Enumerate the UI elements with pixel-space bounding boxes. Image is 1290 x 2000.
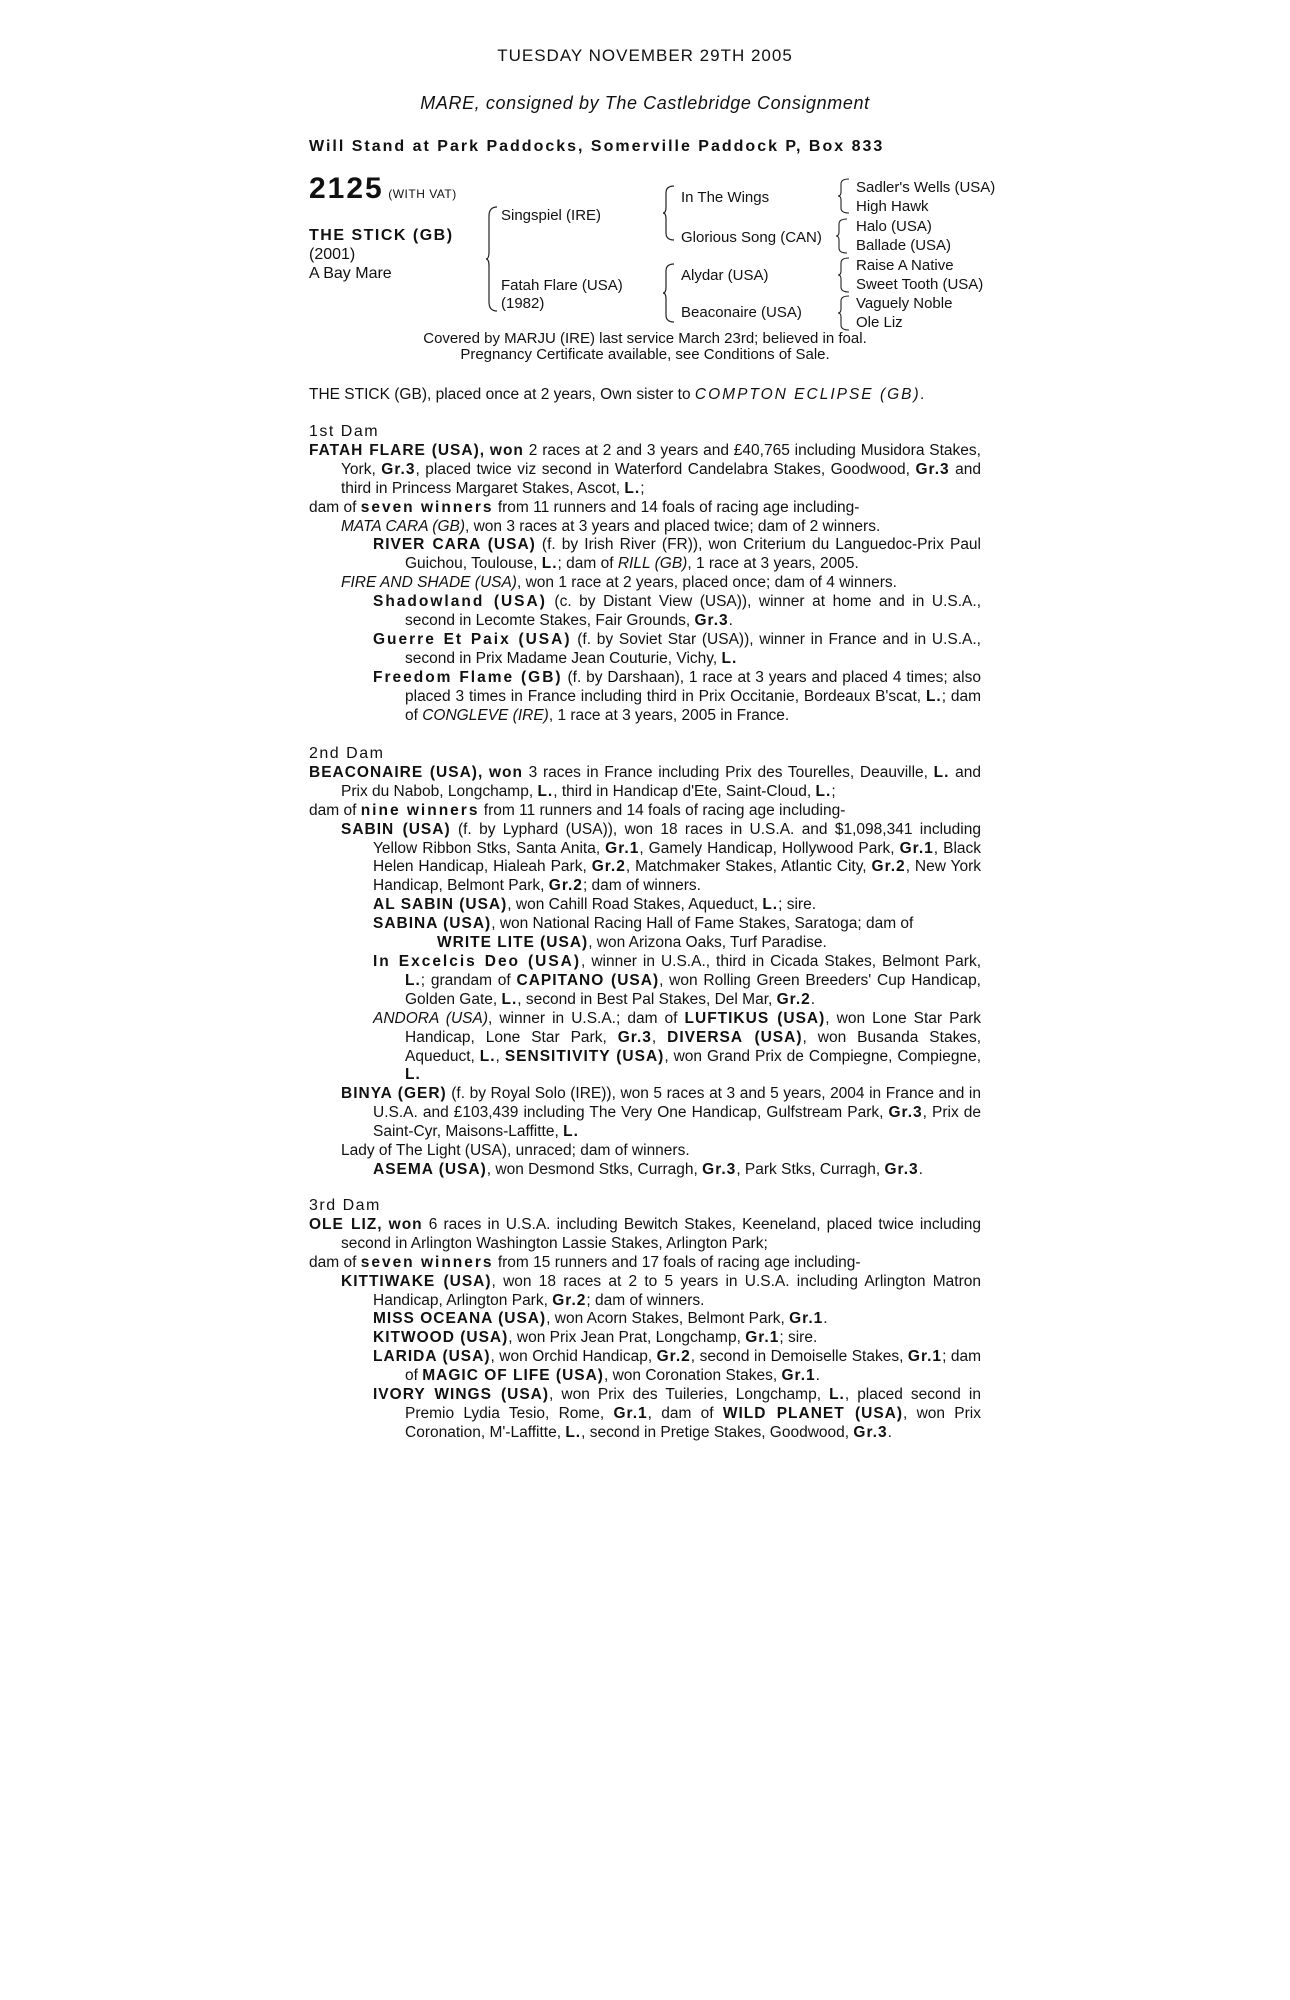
sabin-text-2: , Gamely Handicap, Hollywood Park, xyxy=(639,839,900,857)
ivory-wings-text-2: , placed second in Premio Lydia Tesio, Rome, xyxy=(405,1386,981,1422)
congleve-text: , 1 race at 3 years, 2005 in France. xyxy=(548,706,790,724)
pedigree-brace-3b xyxy=(835,218,849,254)
sabin-grade-5: Gr.2 xyxy=(548,877,583,895)
first-dam-produce-text: from 11 runners and 14 foals of racing age including- xyxy=(493,498,860,516)
second-dam-produce xyxy=(309,802,981,821)
larida-grade-2: Gr.1 xyxy=(907,1348,943,1366)
second-dam-winners: nine winners xyxy=(360,801,480,819)
first-dam-winners: seven winners xyxy=(360,498,494,516)
second-dam-dam-of: dam of xyxy=(309,801,361,819)
lady-of-the-light-text: Lady of The Light (USA), unraced; dam of winners. xyxy=(341,1142,690,1160)
shadowland-grade: Gr.3 xyxy=(694,612,729,630)
intro-sister: COMPTON ECLIPSE (GB). xyxy=(694,386,927,403)
first-dam-dam-of: dam of xyxy=(309,498,361,516)
first-dam-heading: 1st Dam xyxy=(309,423,380,440)
luftikus-text: , won Lone Star Park Handicap, Lone Star Park, xyxy=(405,1009,981,1046)
third-dam-section xyxy=(309,1197,981,1443)
kitwood-entry xyxy=(309,1329,981,1348)
miss-oceana-name: MISS OCEANA (USA) xyxy=(373,1310,547,1328)
sabin-grade-4: Gr.2 xyxy=(871,858,906,876)
second-dam-section xyxy=(309,745,981,1180)
mata-cara-text: , won 3 races at 3 years and placed twice; dam of 2 winners. xyxy=(465,517,881,535)
capitano-text-1: , won Rolling Green Breeders' Cup Handicap, Golden Gate, xyxy=(405,971,981,1008)
freedom-flame-text-2: ; dam of xyxy=(405,687,982,724)
third-dam-produce-text: from 15 runners and 17 foals of racing age including- xyxy=(493,1253,861,1271)
miss-oceana-entry xyxy=(309,1310,981,1329)
mata-cara-entry xyxy=(309,518,981,537)
binya-grade: Gr.3 xyxy=(888,1104,923,1122)
kittiwake-end: ; dam of winners. xyxy=(586,1291,705,1309)
third-dam-record xyxy=(309,1216,981,1254)
shadowland-text: (c. by Distant View (USA)), winner at home and in U.S.A., second in Lecomte Stakes, Fair Grounds, xyxy=(405,593,981,630)
sabin-text-3: , Black Helen Handicap, Hialeah Park, xyxy=(373,839,982,876)
pedigree-sss: Sadler's Wells (USA) xyxy=(856,179,996,196)
luftikus-grade: Gr.3 xyxy=(617,1028,652,1046)
fire-and-shade-text: , won 1 race at 2 years, placed once; dam of 4 winners. xyxy=(516,574,897,592)
pedigree-brace-1 xyxy=(485,206,499,312)
sabin-text-5: , New York Handicap, Belmont Park, xyxy=(373,858,981,895)
larida-name: LARIDA (USA) xyxy=(373,1348,491,1366)
second-dam-text-2: and Prix du Nabob, Longchamp, xyxy=(341,763,981,800)
sabin-name: SABIN (USA) xyxy=(341,820,451,838)
binya-listed: L. xyxy=(563,1123,579,1141)
guerre-et-paix-text: (f. by Soviet Star (USA)), winner in France and in U.S.A., second in Prix Madame Jean Couturie, Vichy, xyxy=(405,630,981,667)
andora-entry xyxy=(309,1010,981,1086)
guerre-et-paix-entry xyxy=(309,631,981,669)
magic-of-life-name: MAGIC OF LIFE (USA) xyxy=(422,1367,604,1385)
mata-cara-name: MATA CARA (GB) xyxy=(341,517,465,535)
in-excelcis-deo-listed: L. xyxy=(405,971,421,989)
horse-description: A Bay Mare xyxy=(309,265,392,282)
ivory-wings-text-3: , dam of xyxy=(647,1404,723,1422)
first-dam-section xyxy=(309,423,981,726)
second-dam-text-4: ; xyxy=(831,782,836,800)
second-dam-text-3: , third in Handicap d'Ete, Saint-Cloud, xyxy=(553,782,816,800)
kitwood-name: KITWOOD (USA) xyxy=(373,1329,509,1347)
capitano-grade: Gr.2 xyxy=(776,990,811,1008)
al-sabin-text: , won Cahill Road Stakes, Aqueduct, xyxy=(507,896,763,914)
al-sabin-listed: L. xyxy=(762,896,779,914)
kitwood-grade: Gr.1 xyxy=(745,1329,780,1347)
wild-planet-grade: Gr.3 xyxy=(853,1423,888,1441)
asema-text-2: , Park Stks, Curragh, xyxy=(736,1160,885,1178)
pedigree-dam-year: (1982) xyxy=(501,295,545,312)
al-sabin-end: ; sire. xyxy=(778,896,817,914)
river-cara-text: (f. by Irish River (FR)), won Criterium du Languedoc-Prix Paul Guichou, Toulouse, xyxy=(405,536,981,573)
second-dam-listed-3: L. xyxy=(815,782,832,800)
first-dam-won: won xyxy=(489,441,524,459)
guerre-et-paix-listed: L. xyxy=(721,649,738,667)
second-dam-won: won xyxy=(488,763,523,781)
freedom-flame-name: Freedom Flame (GB) xyxy=(373,668,563,686)
capitano-name: CAPITANO (USA) xyxy=(516,971,660,989)
miss-oceana-end: . xyxy=(823,1310,828,1328)
larida-text-2: , second in Demoiselle Stakes, xyxy=(690,1348,908,1366)
third-dam-heading: 3rd Dam xyxy=(309,1197,381,1214)
al-sabin-entry xyxy=(309,896,981,915)
ivory-wings-entry xyxy=(309,1386,981,1443)
third-dam-winners: seven winners xyxy=(360,1253,494,1271)
asema-grade-2: Gr.3 xyxy=(884,1160,919,1178)
shadowland-name: Shadowland (USA) xyxy=(373,593,547,611)
freedom-flame-text: (f. by Darshaan), 1 race at 3 years and placed 4 times; also placed 3 times in France including third in Prix Occitanie, Bordeaux B'scat, xyxy=(405,668,981,705)
second-dam-text-1: 3 races in France including Prix des Tourelles, Deauville, xyxy=(522,763,934,781)
pedigree-dam-dam: Beaconaire (USA) xyxy=(681,304,802,321)
binya-entry xyxy=(309,1085,981,1142)
pedigree-brace-3a xyxy=(837,178,851,214)
horse-name: THE STICK (GB) xyxy=(309,227,454,244)
binya-text-2: , Prix de Saint-Cyr, Maisons-Laffitte, xyxy=(373,1104,981,1141)
sabin-text-6: ; dam of winners. xyxy=(582,877,701,895)
first-dam-name: FATAH FLARE (USA), xyxy=(309,441,486,459)
ivory-wings-text-1: , won Prix des Tuileries, Longchamp, xyxy=(549,1386,830,1404)
ivory-wings-grade: Gr.1 xyxy=(613,1404,648,1422)
luftikus-sep: , xyxy=(651,1028,668,1046)
first-dam-text-4: ; xyxy=(640,479,645,497)
sabin-text-4: , Matchmaker Stakes, Atlantic City, xyxy=(625,858,872,876)
pedigree-sds: Halo (USA) xyxy=(856,218,932,235)
larida-text-3: ; dam of xyxy=(405,1348,981,1385)
pedigree-dss: Raise A Native xyxy=(856,257,954,274)
sabin-entry xyxy=(309,821,981,897)
pedigree-dds: Vaguely Noble xyxy=(856,295,953,312)
in-excelcis-deo-name: In Excelcis Deo (USA) xyxy=(373,952,582,970)
al-sabin-name: AL SABIN (USA) xyxy=(373,896,508,914)
river-cara-listed: L. xyxy=(541,555,558,573)
diversa-sep: , xyxy=(495,1047,505,1065)
larida-text-1: , won Orchid Handicap, xyxy=(490,1348,657,1366)
covered-line-2: Pregnancy Certificate available, see Conditions of Sale. xyxy=(460,346,830,363)
sensitivity-text: , won Grand Prix de Compiegne, Compiegne, xyxy=(664,1047,981,1065)
first-dam-produce xyxy=(309,499,981,518)
kittiwake-text: , won 18 races at 2 to 5 years in U.S.A. including Arlington Matron Handicap, Arlington Park, xyxy=(373,1272,981,1309)
kitwood-text: , won Prix Jean Prat, Longchamp, xyxy=(508,1329,746,1347)
horse-info xyxy=(309,226,454,283)
diversa-name: DIVERSA (USA) xyxy=(667,1028,803,1046)
asema-grade-1: Gr.3 xyxy=(702,1160,737,1178)
shadowland-end: . xyxy=(728,612,733,630)
pedigree-dam: Fatah Flare (USA) xyxy=(501,277,623,294)
sabin-grade-3: Gr.2 xyxy=(591,858,626,876)
wild-planet-text-1: , won Prix Coronation, M'-Laffitte, xyxy=(405,1404,981,1441)
sensitivity-name: SENSITIVITY (USA) xyxy=(504,1047,665,1065)
andora-text: , winner in U.S.A.; dam of xyxy=(488,1009,685,1027)
diversa-listed: L. xyxy=(479,1047,496,1065)
andora-name: ANDORA (USA) xyxy=(373,1009,488,1027)
pedigree-ssd: High Hawk xyxy=(856,198,929,215)
stand-location: Will Stand at Park Paddocks, Somerville Paddock P, Box 833 xyxy=(309,138,885,155)
congleve-name: CONGLEVE (IRE) xyxy=(422,706,549,724)
kitwood-end: ; sire. xyxy=(779,1329,818,1347)
magic-of-life-grade: Gr.1 xyxy=(781,1367,816,1385)
pedigree-brace-2b xyxy=(662,263,676,323)
in-excelcis-deo-entry xyxy=(309,953,981,1010)
first-dam-grade-2: Gr.3 xyxy=(915,460,950,478)
luftikus-name: LUFTIKUS (USA) xyxy=(684,1009,826,1027)
pedigree-sire: Singspiel (IRE) xyxy=(501,207,602,224)
binya-text-1: (f. by Royal Solo (IRE)), won 5 races at 3 and 5 years, 2004 in France and in U.S.A. and £103,439 including The Very One Handicap, Gulfstream Park, xyxy=(373,1085,981,1122)
third-dam-dam-of: dam of xyxy=(309,1253,361,1271)
diversa-text: , won Busanda Stakes, Aqueduct, xyxy=(405,1028,981,1065)
pedigree-brace-3c xyxy=(837,257,851,293)
capitano-end: . xyxy=(810,990,816,1008)
consignment-line: MARE, consigned by The Castlebridge Consignment xyxy=(420,93,870,113)
rill-name: RILL (GB) xyxy=(617,555,688,573)
sabin-grade-2: Gr.1 xyxy=(899,839,934,857)
second-dam-name: BEACONAIRE (USA), xyxy=(309,763,484,781)
sabin-text-1: (f. by Lyphard (USA)), won 18 races in U.S.A. and $1,098,341 including Yellow Ribbon Stks, Santa Anita, xyxy=(373,820,981,857)
horse-year: (2001) xyxy=(309,246,356,263)
write-lite-name: WRITE LITE (USA) xyxy=(437,934,589,952)
capitano-listed: L. xyxy=(501,990,518,1008)
sabina-text: , won National Racing Hall of Fame Stakes, Saratoga; dam of xyxy=(491,915,914,933)
sale-date: TUESDAY NOVEMBER 29TH 2005 xyxy=(497,46,793,65)
pedigree-ddd: Ole Liz xyxy=(856,314,903,331)
pedigree-dam-sire: Alydar (USA) xyxy=(681,267,769,284)
river-cara-text-2: ; dam of xyxy=(557,555,618,573)
intro-text: THE STICK (GB), placed once at 2 years, Own sister to xyxy=(309,386,695,403)
magic-of-life-text: , won Coronation Stakes, xyxy=(603,1367,782,1385)
asema-name: ASEMA (USA) xyxy=(373,1160,487,1178)
covered-note xyxy=(309,331,981,363)
third-dam-produce xyxy=(309,1254,981,1273)
pedigree-sdd: Ballade (USA) xyxy=(856,237,952,254)
second-dam-listed-1: L. xyxy=(933,763,950,781)
intro-line xyxy=(309,386,981,405)
magic-of-life-end: . xyxy=(815,1367,820,1385)
third-dam-won: won xyxy=(388,1215,423,1233)
second-dam-listed-2: L. xyxy=(537,782,554,800)
first-dam-text-2: , placed twice viz second in Waterford Candelabra Stakes, Goodwood, xyxy=(415,460,916,478)
kittiwake-entry xyxy=(309,1273,981,1311)
pedigree-dsd: Sweet Tooth (USA) xyxy=(856,276,984,293)
in-excelcis-deo-text-1: , winner in U.S.A., third in Cicada Stakes, Belmont Park, xyxy=(581,952,982,970)
asema-end: . xyxy=(918,1160,923,1178)
river-cara-name: RIVER CARA (USA) xyxy=(373,536,536,554)
lady-of-the-light-entry xyxy=(309,1142,981,1161)
ivory-wings-listed: L. xyxy=(829,1386,845,1404)
lot-number-block xyxy=(309,172,457,205)
wild-planet-name: WILD PLANET (USA) xyxy=(722,1404,904,1422)
fire-and-shade-name: FIRE AND SHADE (USA) xyxy=(341,574,517,592)
freedom-flame-listed: L. xyxy=(925,687,942,705)
freedom-flame-entry xyxy=(309,669,981,726)
pedigree-brace-2a xyxy=(662,185,676,241)
kittiwake-grade: Gr.2 xyxy=(552,1291,587,1309)
sabin-grade-1: Gr.1 xyxy=(605,839,640,857)
write-lite-text: , won Arizona Oaks, Turf Paradise. xyxy=(588,934,827,952)
capitano-text-2: , second in Best Pal Stakes, Del Mar, xyxy=(517,990,777,1008)
second-dam-produce-text: from 11 runners and 14 foals of racing age including- xyxy=(479,801,846,819)
covered-line-1: Covered by MARJU (IRE) last service March 23rd; believed in foal. xyxy=(423,330,867,347)
miss-oceana-grade: Gr.1 xyxy=(789,1310,824,1328)
second-dam-record xyxy=(309,764,981,802)
pedigree-sire-dam: Glorious Song (CAN) xyxy=(681,229,822,246)
first-dam-text-3: and third in Princess Margaret Stakes, Ascot, xyxy=(341,460,982,497)
ivory-wings-name: IVORY WINGS (USA) xyxy=(373,1386,550,1404)
sensitivity-listed: L. xyxy=(405,1066,421,1084)
vat-label: (WITH VAT) xyxy=(388,187,457,201)
miss-oceana-text: , won Acorn Stakes, Belmont Park, xyxy=(546,1310,790,1328)
first-dam-text-1: 2 races at 2 and 3 years and £40,765 including Musidora Stakes, York, xyxy=(341,441,981,478)
larida-grade-1: Gr.2 xyxy=(656,1348,691,1366)
pedigree-brace-3d xyxy=(837,295,851,331)
first-dam-listed: L. xyxy=(624,479,641,497)
wild-planet-end: . xyxy=(887,1423,892,1441)
wild-planet-text-2: , second in Pretige Stakes, Goodwood, xyxy=(581,1423,854,1441)
binya-name: BINYA (GER) xyxy=(341,1085,447,1103)
river-cara-entry xyxy=(309,536,981,574)
second-dam-heading: 2nd Dam xyxy=(309,745,385,762)
rill-text: , 1 race at 3 years, 2005. xyxy=(687,555,859,573)
asema-text-1: , won Desmond Stks, Curragh, xyxy=(486,1160,703,1178)
fire-and-shade-entry xyxy=(309,574,981,593)
first-dam-grade-1: Gr.3 xyxy=(381,460,416,478)
first-dam-record xyxy=(309,442,981,499)
in-excelcis-deo-text-2: ; grandam of xyxy=(420,971,517,989)
sabina-name: SABINA (USA) xyxy=(373,915,492,933)
wild-planet-listed: L. xyxy=(565,1423,582,1441)
third-dam-name: OLE LIZ, xyxy=(309,1215,383,1233)
guerre-et-paix-name: Guerre Et Paix (USA) xyxy=(373,630,572,648)
asema-entry xyxy=(309,1161,981,1180)
sabina-entry xyxy=(309,915,981,934)
kittiwake-name: KITTIWAKE (USA) xyxy=(341,1272,492,1290)
third-dam-text-1: 6 races in U.S.A. including Bewitch Stakes, Keeneland, placed twice including second in Arlington Washington Lassie Stakes, Arlington Park; xyxy=(341,1215,982,1252)
lot-number: 2125 xyxy=(309,172,384,205)
larida-entry xyxy=(309,1348,981,1386)
write-lite-entry xyxy=(309,934,981,953)
pedigree-sire-sire: In The Wings xyxy=(681,189,770,206)
shadowland-entry xyxy=(309,593,981,631)
